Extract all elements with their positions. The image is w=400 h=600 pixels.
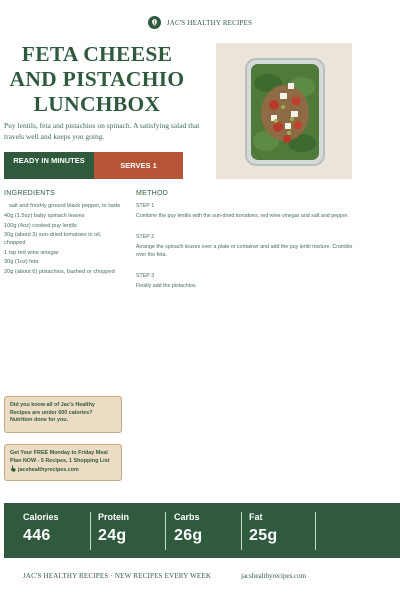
ingredient-item: 20g (about 6) pistachios, bashed or chopped — [4, 269, 115, 276]
ingredient-item: salt and freshly ground black pepper, to taste — [9, 203, 121, 209]
nutrition-divider — [315, 512, 316, 550]
ingredient-item: 30g (1oz) feta — [4, 259, 39, 266]
meal-plan-link-text[interactable]: jacshealthyrecipes.com — [18, 466, 79, 473]
step-text: Arrange the spinach leaves over a plate or container and add the puy lentil mixture. Crumble over the feta. — [136, 244, 353, 258]
nutrition-bar — [4, 503, 400, 558]
nutrition-divider — [165, 512, 166, 550]
step-label: STEP 1 — [136, 203, 155, 209]
servings-badge: SERVES 1 — [94, 152, 183, 179]
meal-plan-text: Get Your FREE Monday to Friday Meal Plan NOW - 5 Recipes, 1 Shopping List — [10, 450, 110, 464]
brand-header — [0, 16, 400, 29]
nutrition-value: 24g — [98, 527, 127, 544]
salad-lunchbox-photo — [216, 43, 352, 179]
method-steps — [136, 202, 356, 303]
footer-tagline: JAC'S HEALTHY RECIPES · NEW RECIPES EVERY WEEK — [23, 572, 212, 580]
pointer-hand-icon — [10, 465, 16, 476]
ingredient-item: 30g (about 3) sun-dried tomatoes in oil, chopped — [4, 232, 102, 246]
nutrition-calories — [23, 512, 59, 550]
ingredient-item: 1 tsp red wine vinegar — [4, 249, 59, 256]
nutrition-value: 26g — [174, 527, 203, 544]
calorie-fact-text: Did you know all of Jac's Healthy Recipes are under 600 calories? Nutrition done for you. — [10, 402, 95, 424]
ingredients-list — [4, 203, 124, 279]
nutrition-label: Calories — [23, 512, 59, 522]
nutrition-label: Carbs — [174, 512, 200, 522]
meal-plan-card[interactable] — [4, 444, 122, 481]
nutrition-carbs — [174, 512, 202, 550]
ingredients-heading: INGREDIENTS — [4, 190, 56, 197]
recipe-title: FETA CHEESE AND PISTACHIO LUNCHBOX — [9, 42, 185, 116]
nutrition-divider — [241, 512, 242, 550]
nutrition-divider — [90, 512, 91, 550]
recipe-subtitle: Puy lentils, feta and pistachios on spinach. A satisfying salad that travels well and keeps you going. — [4, 121, 200, 141]
meal-plan-link[interactable] — [10, 465, 116, 476]
nutrition-label: Fat — [249, 512, 263, 522]
ready-time-badge: READY IN MINUTES — [4, 152, 94, 179]
nutrition-protein — [98, 512, 129, 550]
nutrition-value: 25g — [249, 527, 278, 544]
method-heading: METHOD — [136, 190, 169, 197]
ingredient-item: 40g (1.5oz) baby spinach leaves — [4, 212, 85, 219]
step-text: Combine the puy lentils with the sun-dried tomatoes, red wine vinegar and salt and pepper. — [136, 213, 349, 219]
step-label: STEP 3 — [136, 273, 155, 279]
nutrition-value: 446 — [23, 527, 51, 544]
calorie-fact-card — [4, 396, 122, 433]
nutrition-label: Protein — [98, 512, 130, 522]
leaf-icon — [148, 16, 161, 29]
nutrition-fat — [249, 512, 277, 550]
ingredient-item: 100g (4oz) cooked puy lentils — [4, 222, 77, 229]
footer-website-link[interactable]: jacshealthyrecipes.com — [241, 572, 307, 580]
step-label: STEP 2 — [136, 234, 155, 240]
step-text: Finally add the pistachios. — [136, 283, 197, 289]
brand-name: JAC'S HEALTHY RECIPES — [166, 18, 253, 27]
